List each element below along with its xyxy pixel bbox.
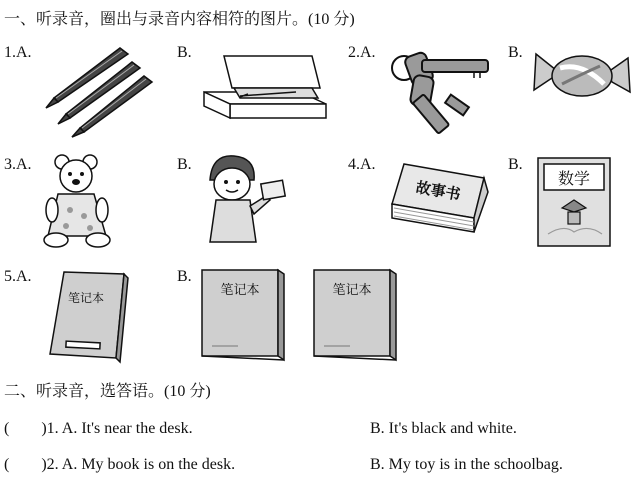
section1-heading: 一、听录音，圈出与录音内容相符的图片。(10 分): [4, 11, 355, 28]
math-book-title: 数学: [557, 169, 591, 188]
teddy-bear-icon[interactable]: [40, 150, 120, 250]
answer-paren[interactable]: ( ): [4, 420, 47, 437]
item2-label: 2.A.: [348, 44, 376, 61]
storybook-title: 故事书: [414, 178, 462, 204]
pencil-box-icon[interactable]: [200, 52, 330, 128]
notebook-title: 笔记本: [67, 291, 105, 305]
item4-option-b-label: B.: [508, 156, 523, 173]
answer-paren[interactable]: ( ): [4, 456, 47, 473]
notebook-icon[interactable]: [44, 266, 130, 364]
keys-icon[interactable]: [386, 46, 496, 136]
item2-option-b-label: B.: [508, 44, 523, 61]
notebook-title-2: 笔记本: [332, 283, 372, 298]
candy-icon[interactable]: [530, 44, 634, 104]
question-1: [4, 420, 193, 438]
section2-heading: 二、听录音，选答语。(10 分): [4, 383, 211, 400]
question-2: [4, 456, 235, 474]
item5-label: 5.A.: [4, 268, 32, 285]
item4-label: 4.A.: [348, 156, 376, 173]
item3-option-b-label: B.: [177, 156, 192, 173]
question-1-option-b: B. It's black and white.: [370, 420, 517, 437]
question-2-option-a: 2. A. My book is on the desk.: [46, 456, 236, 473]
storybook-icon[interactable]: [388, 160, 494, 240]
pencils-icon[interactable]: [40, 42, 160, 138]
question-1-option-a: 1. A. It's near the desk.: [46, 420, 193, 437]
notebook-title-1: 笔记本: [220, 283, 260, 298]
item1-option-b-label: B.: [177, 44, 192, 61]
math-book-icon[interactable]: [534, 154, 614, 250]
boy-with-book-icon[interactable]: [200, 152, 290, 248]
item5-option-b-label: B.: [177, 268, 192, 285]
item1-label: 1.A.: [4, 44, 32, 61]
item3-label: 3.A.: [4, 156, 32, 173]
notebooks-icon[interactable]: [198, 264, 398, 362]
question-2-option-b: B. My toy is in the schoolbag.: [370, 456, 563, 473]
